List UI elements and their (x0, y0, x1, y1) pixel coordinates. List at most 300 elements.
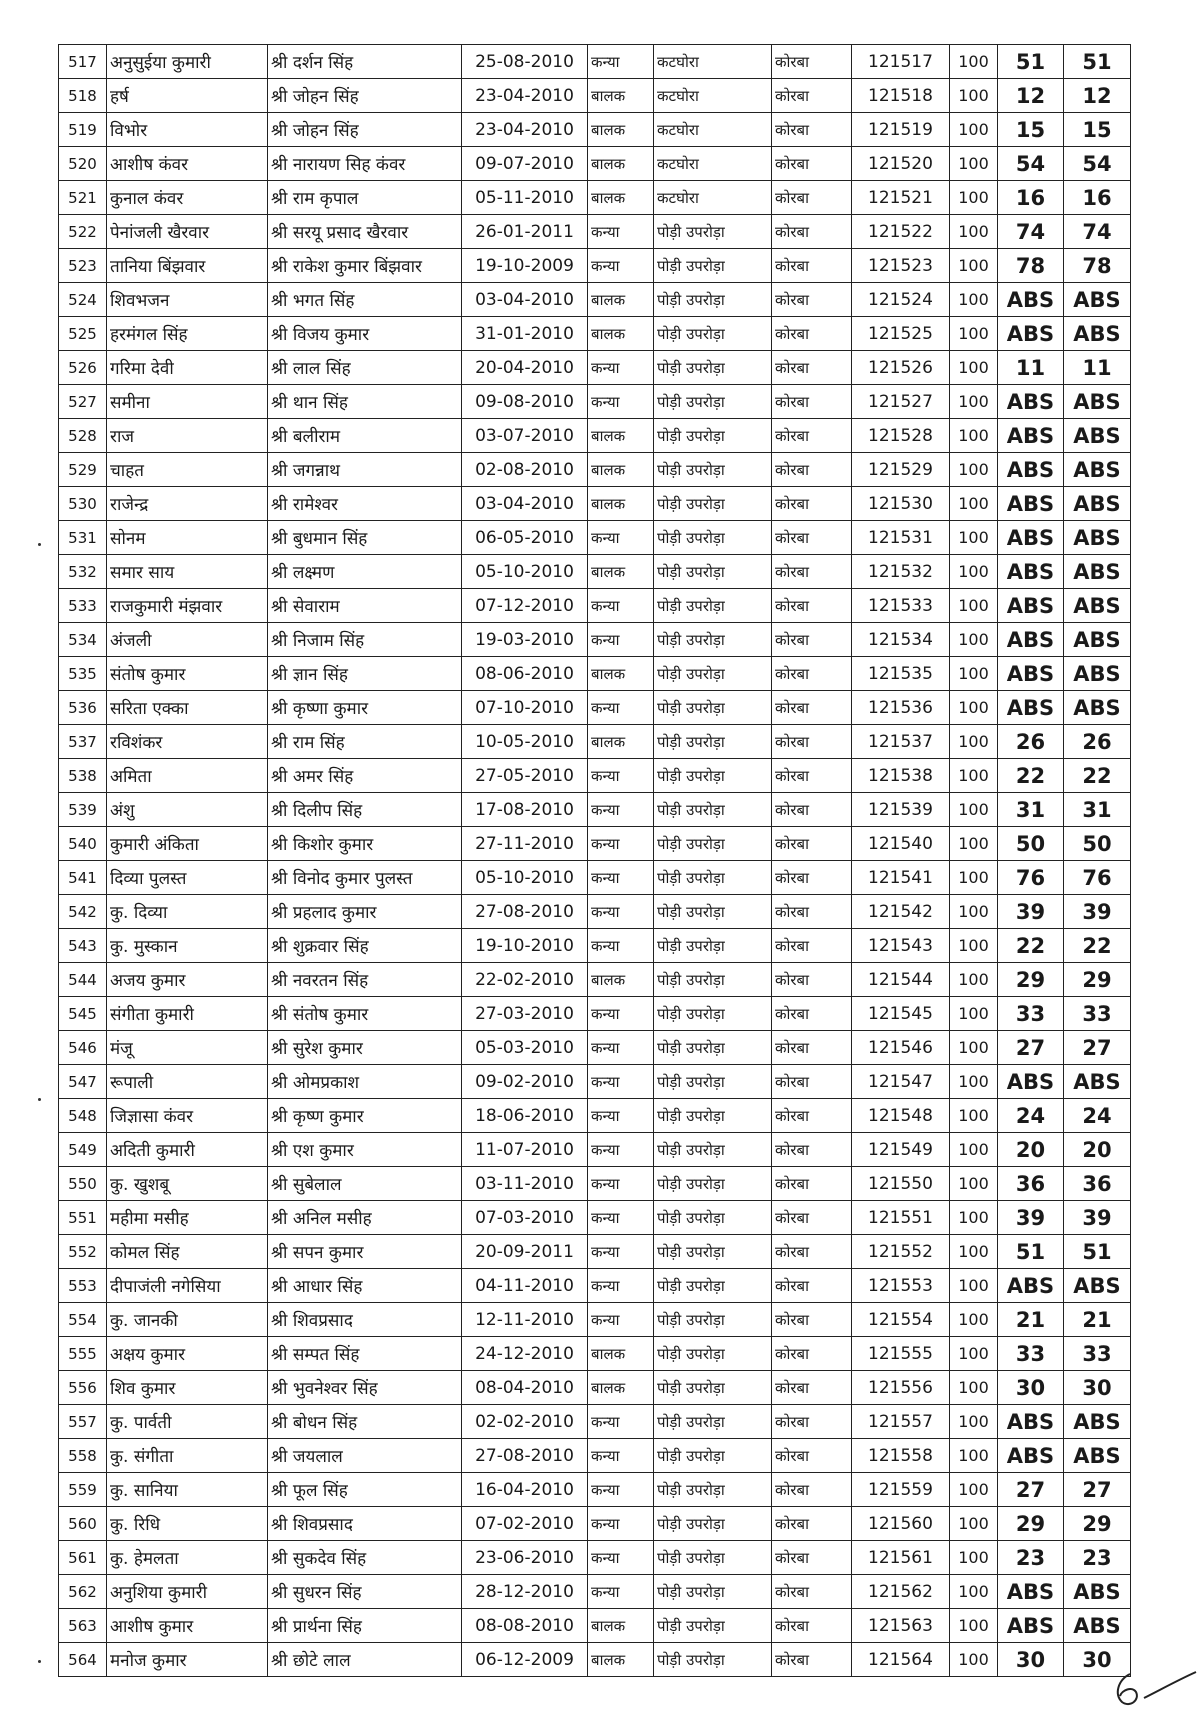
dob-cell: 27-03-2010 (462, 997, 588, 1031)
dob-cell: 23-04-2010 (462, 113, 588, 147)
serial-cell: 553 (59, 1269, 107, 1303)
district-cell: कोरबा (772, 1575, 852, 1609)
district-cell: कोरबा (772, 691, 852, 725)
gender-cell: कन्या (588, 623, 654, 657)
table-row (59, 1405, 1131, 1439)
block-cell: पोड़ी उपरोड़ा (654, 1473, 772, 1507)
student-name-cell: कु. खुशबू (107, 1167, 268, 1201)
marks-cell: ABS (998, 487, 1064, 521)
father-name-cell: श्री लक्ष्मण (268, 555, 462, 589)
student-name-cell: समीना (107, 385, 268, 419)
block-cell: पोड़ी उपरोड़ा (654, 1303, 772, 1337)
marks-cell: 39 (998, 895, 1064, 929)
block-cell: पोड़ी उपरोड़ा (654, 521, 772, 555)
marks-total-cell: 51 (1064, 45, 1131, 79)
serial-cell: 552 (59, 1235, 107, 1269)
student-name-cell: हर्ष (107, 79, 268, 113)
roll-number-cell: 121561 (852, 1541, 950, 1575)
district-cell: कोरबा (772, 1439, 852, 1473)
max-marks-cell: 100 (950, 487, 998, 521)
gender-cell: कन्या (588, 1133, 654, 1167)
table-row (59, 1235, 1131, 1269)
marks-cell: ABS (998, 623, 1064, 657)
serial-cell: 549 (59, 1133, 107, 1167)
dob-cell: 23-06-2010 (462, 1541, 588, 1575)
table-row (59, 555, 1131, 589)
district-cell: कोरबा (772, 997, 852, 1031)
roll-number-cell: 121518 (852, 79, 950, 113)
max-marks-cell: 100 (950, 1337, 998, 1371)
gender-cell: बालक (588, 317, 654, 351)
roll-number-cell: 121546 (852, 1031, 950, 1065)
max-marks-cell: 100 (950, 691, 998, 725)
father-name-cell: श्री नारायण सिह कंवर (268, 147, 462, 181)
dob-cell: 25-08-2010 (462, 45, 588, 79)
district-cell: कोरबा (772, 1371, 852, 1405)
dob-cell: 22-02-2010 (462, 963, 588, 997)
roll-number-cell: 121558 (852, 1439, 950, 1473)
marks-cell: ABS (998, 1609, 1064, 1643)
student-name-cell: कुनाल कंवर (107, 181, 268, 215)
block-cell: पोड़ी उपरोड़ा (654, 1439, 772, 1473)
father-name-cell: श्री सेवाराम (268, 589, 462, 623)
gender-cell: बालक (588, 1371, 654, 1405)
roll-number-cell: 121530 (852, 487, 950, 521)
marks-cell: 21 (998, 1303, 1064, 1337)
dob-cell: 17-08-2010 (462, 793, 588, 827)
roll-number-cell: 121557 (852, 1405, 950, 1439)
district-cell: कोरबा (772, 79, 852, 113)
district-cell: कोरबा (772, 827, 852, 861)
roll-number-cell: 121539 (852, 793, 950, 827)
gender-cell: बालक (588, 283, 654, 317)
marks-total-cell: ABS (1064, 1575, 1131, 1609)
table-row (59, 317, 1131, 351)
block-cell: पोड़ी उपरोड़ा (654, 283, 772, 317)
table-row (59, 45, 1131, 79)
marks-total-cell: 76 (1064, 861, 1131, 895)
district-cell: कोरबा (772, 113, 852, 147)
gender-cell: कन्या (588, 589, 654, 623)
dob-cell: 03-11-2010 (462, 1167, 588, 1201)
father-name-cell: श्री सम्पत सिंह (268, 1337, 462, 1371)
serial-cell: 537 (59, 725, 107, 759)
father-name-cell: श्री निजाम सिंह (268, 623, 462, 657)
serial-cell: 529 (59, 453, 107, 487)
father-name-cell: श्री राम सिंह (268, 725, 462, 759)
marks-cell: 36 (998, 1167, 1064, 1201)
table-row (59, 861, 1131, 895)
father-name-cell: श्री बोधन सिंह (268, 1405, 462, 1439)
serial-cell: 536 (59, 691, 107, 725)
roll-number-cell: 121547 (852, 1065, 950, 1099)
serial-cell: 518 (59, 79, 107, 113)
marks-total-cell: ABS (1064, 317, 1131, 351)
serial-cell: 541 (59, 861, 107, 895)
max-marks-cell: 100 (950, 1133, 998, 1167)
student-name-cell: राजेन्द्र (107, 487, 268, 521)
father-name-cell: श्री राम कृपाल (268, 181, 462, 215)
marks-total-cell: ABS (1064, 623, 1131, 657)
district-cell: कोरबा (772, 147, 852, 181)
marks-cell: 31 (998, 793, 1064, 827)
roll-number-cell: 121520 (852, 147, 950, 181)
block-cell: पोड़ी उपरोड़ा (654, 589, 772, 623)
dob-cell: 06-05-2010 (462, 521, 588, 555)
dob-cell: 07-03-2010 (462, 1201, 588, 1235)
serial-cell: 558 (59, 1439, 107, 1473)
marks-total-cell: 31 (1064, 793, 1131, 827)
roll-number-cell: 121537 (852, 725, 950, 759)
max-marks-cell: 100 (950, 1541, 998, 1575)
dob-cell: 28-12-2010 (462, 1575, 588, 1609)
roll-number-cell: 121522 (852, 215, 950, 249)
block-cell: कटघोरा (654, 181, 772, 215)
dob-cell: 23-04-2010 (462, 79, 588, 113)
marks-cell: 15 (998, 113, 1064, 147)
father-name-cell: श्री जगन्नाथ (268, 453, 462, 487)
marks-total-cell: 24 (1064, 1099, 1131, 1133)
max-marks-cell: 100 (950, 1269, 998, 1303)
marks-cell: 12 (998, 79, 1064, 113)
gender-cell: कन्या (588, 895, 654, 929)
marks-total-cell: ABS (1064, 419, 1131, 453)
max-marks-cell: 100 (950, 963, 998, 997)
dob-cell: 11-07-2010 (462, 1133, 588, 1167)
max-marks-cell: 100 (950, 623, 998, 657)
marks-total-cell: ABS (1064, 385, 1131, 419)
father-name-cell: श्री लाल सिंह (268, 351, 462, 385)
handwritten-page-number (1110, 1660, 1200, 1710)
roll-number-cell: 121559 (852, 1473, 950, 1507)
block-cell: पोड़ी उपरोड़ा (654, 351, 772, 385)
father-name-cell: श्री सपन कुमार (268, 1235, 462, 1269)
table-row (59, 1065, 1131, 1099)
student-name-cell: तानिया बिंझवार (107, 249, 268, 283)
block-cell: कटघोरा (654, 79, 772, 113)
marks-cell: 11 (998, 351, 1064, 385)
block-cell: पोड़ी उपरोड़ा (654, 759, 772, 793)
dob-cell: 07-02-2010 (462, 1507, 588, 1541)
table-row (59, 1133, 1131, 1167)
marks-total-cell: 22 (1064, 759, 1131, 793)
dob-cell: 27-11-2010 (462, 827, 588, 861)
block-cell: पोड़ी उपरोड़ा (654, 1405, 772, 1439)
marks-cell: 29 (998, 1507, 1064, 1541)
block-cell: पोड़ी उपरोड़ा (654, 623, 772, 657)
max-marks-cell: 100 (950, 249, 998, 283)
block-cell: पोड़ी उपरोड़ा (654, 1507, 772, 1541)
marks-total-cell: 27 (1064, 1473, 1131, 1507)
marks-cell: ABS (998, 283, 1064, 317)
student-name-cell: सरिता एक्का (107, 691, 268, 725)
max-marks-cell: 100 (950, 1201, 998, 1235)
marks-cell: 51 (998, 1235, 1064, 1269)
gender-cell: बालक (588, 555, 654, 589)
max-marks-cell: 100 (950, 419, 998, 453)
student-name-cell: कु. जानकी (107, 1303, 268, 1337)
father-name-cell: श्री विजय कुमार (268, 317, 462, 351)
block-cell: कटघोरा (654, 113, 772, 147)
district-cell: कोरबा (772, 283, 852, 317)
table-row (59, 385, 1131, 419)
block-cell: पोड़ी उपरोड़ा (654, 555, 772, 589)
gender-cell: कन्या (588, 1235, 654, 1269)
father-name-cell: श्री भगत सिंह (268, 283, 462, 317)
max-marks-cell: 100 (950, 929, 998, 963)
father-name-cell: श्री बलीराम (268, 419, 462, 453)
gender-cell: कन्या (588, 1507, 654, 1541)
student-name-cell: रूपाली (107, 1065, 268, 1099)
marks-cell: ABS (998, 555, 1064, 589)
max-marks-cell: 100 (950, 759, 998, 793)
dob-cell: 02-08-2010 (462, 453, 588, 487)
marks-total-cell: ABS (1064, 1405, 1131, 1439)
district-cell: कोरबा (772, 1099, 852, 1133)
block-cell: कटघोरा (654, 147, 772, 181)
marks-total-cell: 26 (1064, 725, 1131, 759)
dob-cell: 10-05-2010 (462, 725, 588, 759)
district-cell: कोरबा (772, 351, 852, 385)
table-row (59, 997, 1131, 1031)
marks-cell: 27 (998, 1031, 1064, 1065)
father-name-cell: श्री सुकदेव सिंह (268, 1541, 462, 1575)
marks-cell: 24 (998, 1099, 1064, 1133)
student-name-cell: आशीष कंवर (107, 147, 268, 181)
serial-cell: 538 (59, 759, 107, 793)
district-cell: कोरबा (772, 1303, 852, 1337)
roll-number-cell: 121517 (852, 45, 950, 79)
father-name-cell: श्री फूल सिंह (268, 1473, 462, 1507)
marks-cell: 74 (998, 215, 1064, 249)
marks-total-cell: ABS (1064, 555, 1131, 589)
block-cell: पोड़ी उपरोड़ा (654, 1031, 772, 1065)
roll-number-cell: 121544 (852, 963, 950, 997)
table-row (59, 1337, 1131, 1371)
serial-cell: 550 (59, 1167, 107, 1201)
marks-cell: 29 (998, 963, 1064, 997)
gender-cell: कन्या (588, 521, 654, 555)
roll-number-cell: 121552 (852, 1235, 950, 1269)
student-name-cell: पेनांजली खैरवार (107, 215, 268, 249)
block-cell: पोड़ी उपरोड़ा (654, 657, 772, 691)
district-cell: कोरबा (772, 1507, 852, 1541)
marks-total-cell: 22 (1064, 929, 1131, 963)
father-name-cell: श्री शुक्रवार सिंह (268, 929, 462, 963)
serial-cell: 560 (59, 1507, 107, 1541)
father-name-cell: श्री राकेश कुमार बिंझवार (268, 249, 462, 283)
dob-cell: 20-04-2010 (462, 351, 588, 385)
student-name-cell: संगीता कुमारी (107, 997, 268, 1031)
block-cell: पोड़ी उपरोड़ा (654, 1235, 772, 1269)
marks-total-cell: 29 (1064, 1507, 1131, 1541)
student-name-cell: शिव कुमार (107, 1371, 268, 1405)
max-marks-cell: 100 (950, 1405, 998, 1439)
dob-cell: 31-01-2010 (462, 317, 588, 351)
district-cell: कोरबा (772, 521, 852, 555)
block-cell: पोड़ी उपरोड़ा (654, 827, 772, 861)
student-name-cell: कु. मुस्कान (107, 929, 268, 963)
roll-number-cell: 121536 (852, 691, 950, 725)
max-marks-cell: 100 (950, 147, 998, 181)
marks-cell: ABS (998, 1065, 1064, 1099)
dob-cell: 19-10-2010 (462, 929, 588, 963)
marks-cell: 27 (998, 1473, 1064, 1507)
block-cell: पोड़ी उपरोड़ा (654, 725, 772, 759)
district-cell: कोरबा (772, 1201, 852, 1235)
district-cell: कोरबा (772, 249, 852, 283)
table-row (59, 691, 1131, 725)
dob-cell: 27-08-2010 (462, 1439, 588, 1473)
roll-number-cell: 121524 (852, 283, 950, 317)
block-cell: पोड़ी उपरोड़ा (654, 895, 772, 929)
max-marks-cell: 100 (950, 79, 998, 113)
table-row (59, 1201, 1131, 1235)
marks-total-cell: ABS (1064, 1269, 1131, 1303)
father-name-cell: श्री रामेश्वर (268, 487, 462, 521)
block-cell: पोड़ी उपरोड़ा (654, 1201, 772, 1235)
father-name-cell: श्री कृष्ण कुमार (268, 1099, 462, 1133)
dob-cell: 03-07-2010 (462, 419, 588, 453)
district-cell: कोरबा (772, 1541, 852, 1575)
father-name-cell: श्री ओमप्रकाश (268, 1065, 462, 1099)
table-row (59, 1031, 1131, 1065)
gender-cell: कन्या (588, 45, 654, 79)
gender-cell: बालक (588, 1337, 654, 1371)
serial-cell: 523 (59, 249, 107, 283)
max-marks-cell: 100 (950, 351, 998, 385)
gender-cell: कन्या (588, 1541, 654, 1575)
max-marks-cell: 100 (950, 793, 998, 827)
marks-cell: 33 (998, 997, 1064, 1031)
table-row (59, 793, 1131, 827)
student-name-cell: चाहत (107, 453, 268, 487)
gender-cell: कन्या (588, 351, 654, 385)
max-marks-cell: 100 (950, 1099, 998, 1133)
student-name-cell: महीमा मसीह (107, 1201, 268, 1235)
father-name-cell: श्री सुबेलाल (268, 1167, 462, 1201)
roll-number-cell: 121563 (852, 1609, 950, 1643)
table-body (59, 45, 1131, 1677)
max-marks-cell: 100 (950, 1167, 998, 1201)
block-cell: पोड़ी उपरोड़ा (654, 1167, 772, 1201)
district-cell: कोरबा (772, 385, 852, 419)
roll-number-cell: 121564 (852, 1643, 950, 1677)
max-marks-cell: 100 (950, 45, 998, 79)
block-cell: पोड़ी उपरोड़ा (654, 1269, 772, 1303)
table-row (59, 113, 1131, 147)
max-marks-cell: 100 (950, 725, 998, 759)
gender-cell: बालक (588, 1643, 654, 1677)
father-name-cell: श्री दर्शन सिंह (268, 45, 462, 79)
marks-cell: ABS (998, 589, 1064, 623)
block-cell: पोड़ी उपरोड़ा (654, 215, 772, 249)
max-marks-cell: 100 (950, 1575, 998, 1609)
gender-cell: बालक (588, 79, 654, 113)
gender-cell: कन्या (588, 385, 654, 419)
serial-cell: 563 (59, 1609, 107, 1643)
district-cell: कोरबा (772, 215, 852, 249)
block-cell: पोड़ी उपरोड़ा (654, 249, 772, 283)
district-cell: कोरबा (772, 1167, 852, 1201)
gender-cell: कन्या (588, 1065, 654, 1099)
marks-cell: 20 (998, 1133, 1064, 1167)
dob-cell: 16-04-2010 (462, 1473, 588, 1507)
student-name-cell: जिज्ञासा कंवर (107, 1099, 268, 1133)
student-name-cell: शिवभजन (107, 283, 268, 317)
roll-number-cell: 121523 (852, 249, 950, 283)
roll-number-cell: 121525 (852, 317, 950, 351)
roll-number-cell: 121519 (852, 113, 950, 147)
serial-cell: 551 (59, 1201, 107, 1235)
father-name-cell: श्री जोहन सिंह (268, 113, 462, 147)
serial-cell: 533 (59, 589, 107, 623)
max-marks-cell: 100 (950, 317, 998, 351)
max-marks-cell: 100 (950, 1507, 998, 1541)
marks-total-cell: 30 (1064, 1371, 1131, 1405)
serial-cell: 528 (59, 419, 107, 453)
district-cell: कोरबा (772, 963, 852, 997)
marks-total-cell: 12 (1064, 79, 1131, 113)
dob-cell: 24-12-2010 (462, 1337, 588, 1371)
serial-cell: 546 (59, 1031, 107, 1065)
father-name-cell: श्री किशोर कुमार (268, 827, 462, 861)
marks-cell: 23 (998, 1541, 1064, 1575)
gender-cell: कन्या (588, 215, 654, 249)
table-row (59, 453, 1131, 487)
table-row (59, 1269, 1131, 1303)
dob-cell: 05-03-2010 (462, 1031, 588, 1065)
table-row (59, 249, 1131, 283)
father-name-cell: श्री प्रहलाद कुमार (268, 895, 462, 929)
dob-cell: 09-08-2010 (462, 385, 588, 419)
student-name-cell: आशीष कुमार (107, 1609, 268, 1643)
dob-cell: 05-10-2010 (462, 861, 588, 895)
dob-cell: 04-11-2010 (462, 1269, 588, 1303)
marks-cell: 22 (998, 929, 1064, 963)
father-name-cell: श्री जोहन सिंह (268, 79, 462, 113)
student-name-cell: सोनम (107, 521, 268, 555)
father-name-cell: श्री शिवप्रसाद (268, 1507, 462, 1541)
marks-total-cell: ABS (1064, 589, 1131, 623)
table-row (59, 1507, 1131, 1541)
district-cell: कोरबा (772, 317, 852, 351)
max-marks-cell: 100 (950, 1303, 998, 1337)
father-name-cell: श्री छोटे लाल (268, 1643, 462, 1677)
block-cell: पोड़ी उपरोड़ा (654, 1371, 772, 1405)
marks-cell: ABS (998, 1405, 1064, 1439)
marks-total-cell: 30 (1064, 1643, 1131, 1677)
father-name-cell: श्री बुधमान सिंह (268, 521, 462, 555)
district-cell: कोरबा (772, 895, 852, 929)
table-row (59, 929, 1131, 963)
roll-number-cell: 121548 (852, 1099, 950, 1133)
table-row (59, 589, 1131, 623)
marks-total-cell: 11 (1064, 351, 1131, 385)
marks-cell: ABS (998, 453, 1064, 487)
gender-cell: कन्या (588, 861, 654, 895)
gender-cell: कन्या (588, 249, 654, 283)
table-row (59, 1439, 1131, 1473)
marks-cell: ABS (998, 1439, 1064, 1473)
district-cell: कोरबा (772, 1405, 852, 1439)
serial-cell: 548 (59, 1099, 107, 1133)
gender-cell: बालक (588, 1609, 654, 1643)
marks-total-cell: ABS (1064, 487, 1131, 521)
marks-total-cell: 27 (1064, 1031, 1131, 1065)
max-marks-cell: 100 (950, 997, 998, 1031)
max-marks-cell: 100 (950, 385, 998, 419)
